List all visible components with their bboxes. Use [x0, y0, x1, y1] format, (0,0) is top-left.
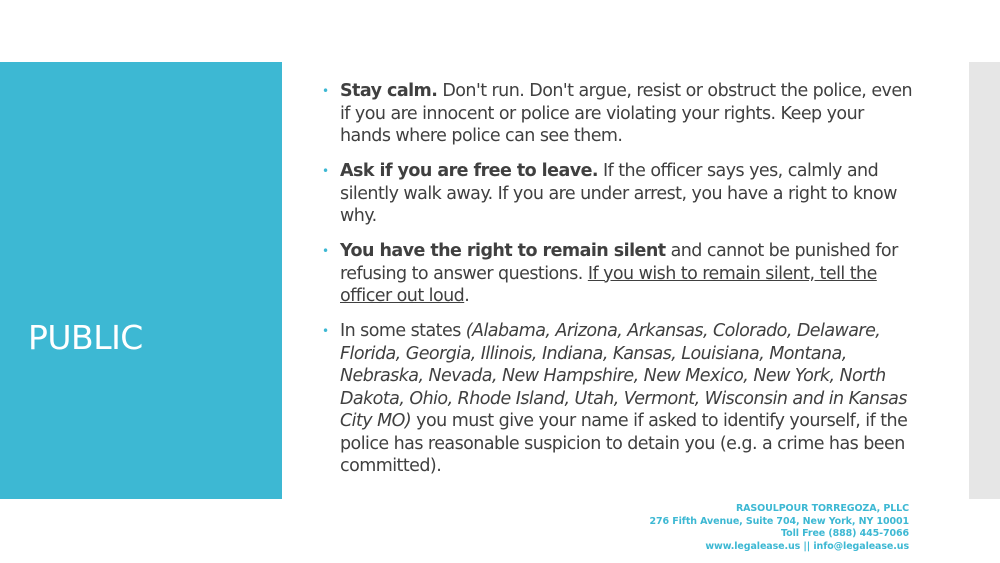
bullet-heading: Ask if you are free to leave. — [340, 161, 598, 181]
firm-web: www.legalease.us || info@legalease.us — [705, 540, 909, 552]
bullet-stay-calm — [322, 80, 918, 148]
bullet-dot-icon: • — [322, 244, 329, 258]
bullet-dot-icon: • — [322, 324, 329, 338]
bullet-text: you must give your name if asked to identify yourself, if the police has reasonable suspicion to detain you (e.g. a crime has been committed). — [340, 411, 908, 476]
bullet-text: If the officer says yes, calmly and silently walk away. If you are under arrest, you have a right to know why. — [340, 161, 897, 226]
firm-footer — [650, 503, 909, 553]
firm-phone: Toll Free (888) 445-7066 — [781, 528, 909, 539]
bullet-lead: In some states — [340, 321, 466, 341]
bullet-text: and cannot be punished for refusing to answer questions. — [340, 241, 898, 284]
bullet-some-states — [322, 320, 918, 478]
bullet-underlined-text: If you wish to remain silent, tell the officer out loud — [340, 263, 877, 306]
slide-content — [322, 80, 918, 490]
right-decor-strip — [969, 62, 1000, 499]
title-panel — [0, 62, 282, 499]
bullet-states-list: (Alabama, Arizona, Arkansas, Colorado, Delaware, Florida, Georgia, Illinois, Indiana, Kansas, Louisiana, Montana, Nebraska, Nevada, New Hampshire, New Mexico, New York, North Dakota, Ohio, Rhode Island, Utah, Vermont, Wisconsin and in Kansas City MO) — [340, 321, 907, 431]
bullet-remain-silent — [322, 240, 918, 308]
bullet-dot-icon: • — [322, 164, 329, 178]
bullet-heading: You have the right to remain silent — [340, 241, 666, 261]
bullet-text: Don't run. Don't argue, resist or obstruct the police, even if you are innocent or police are violating your rights. Keep your hands where police can see them. — [340, 81, 913, 146]
firm-address: 276 Fifth Avenue, Suite 704, New York, NY 10001 — [649, 515, 909, 527]
bullet-heading: Stay calm. — [340, 81, 438, 101]
slide-title: PUBLIC — [28, 318, 143, 357]
bullet-end: . — [464, 286, 470, 306]
bullet-dot-icon: • — [322, 84, 329, 98]
bullet-free-to-leave — [322, 160, 918, 228]
firm-name: RASOULPOUR TORREGOZA, PLLC — [735, 503, 909, 514]
